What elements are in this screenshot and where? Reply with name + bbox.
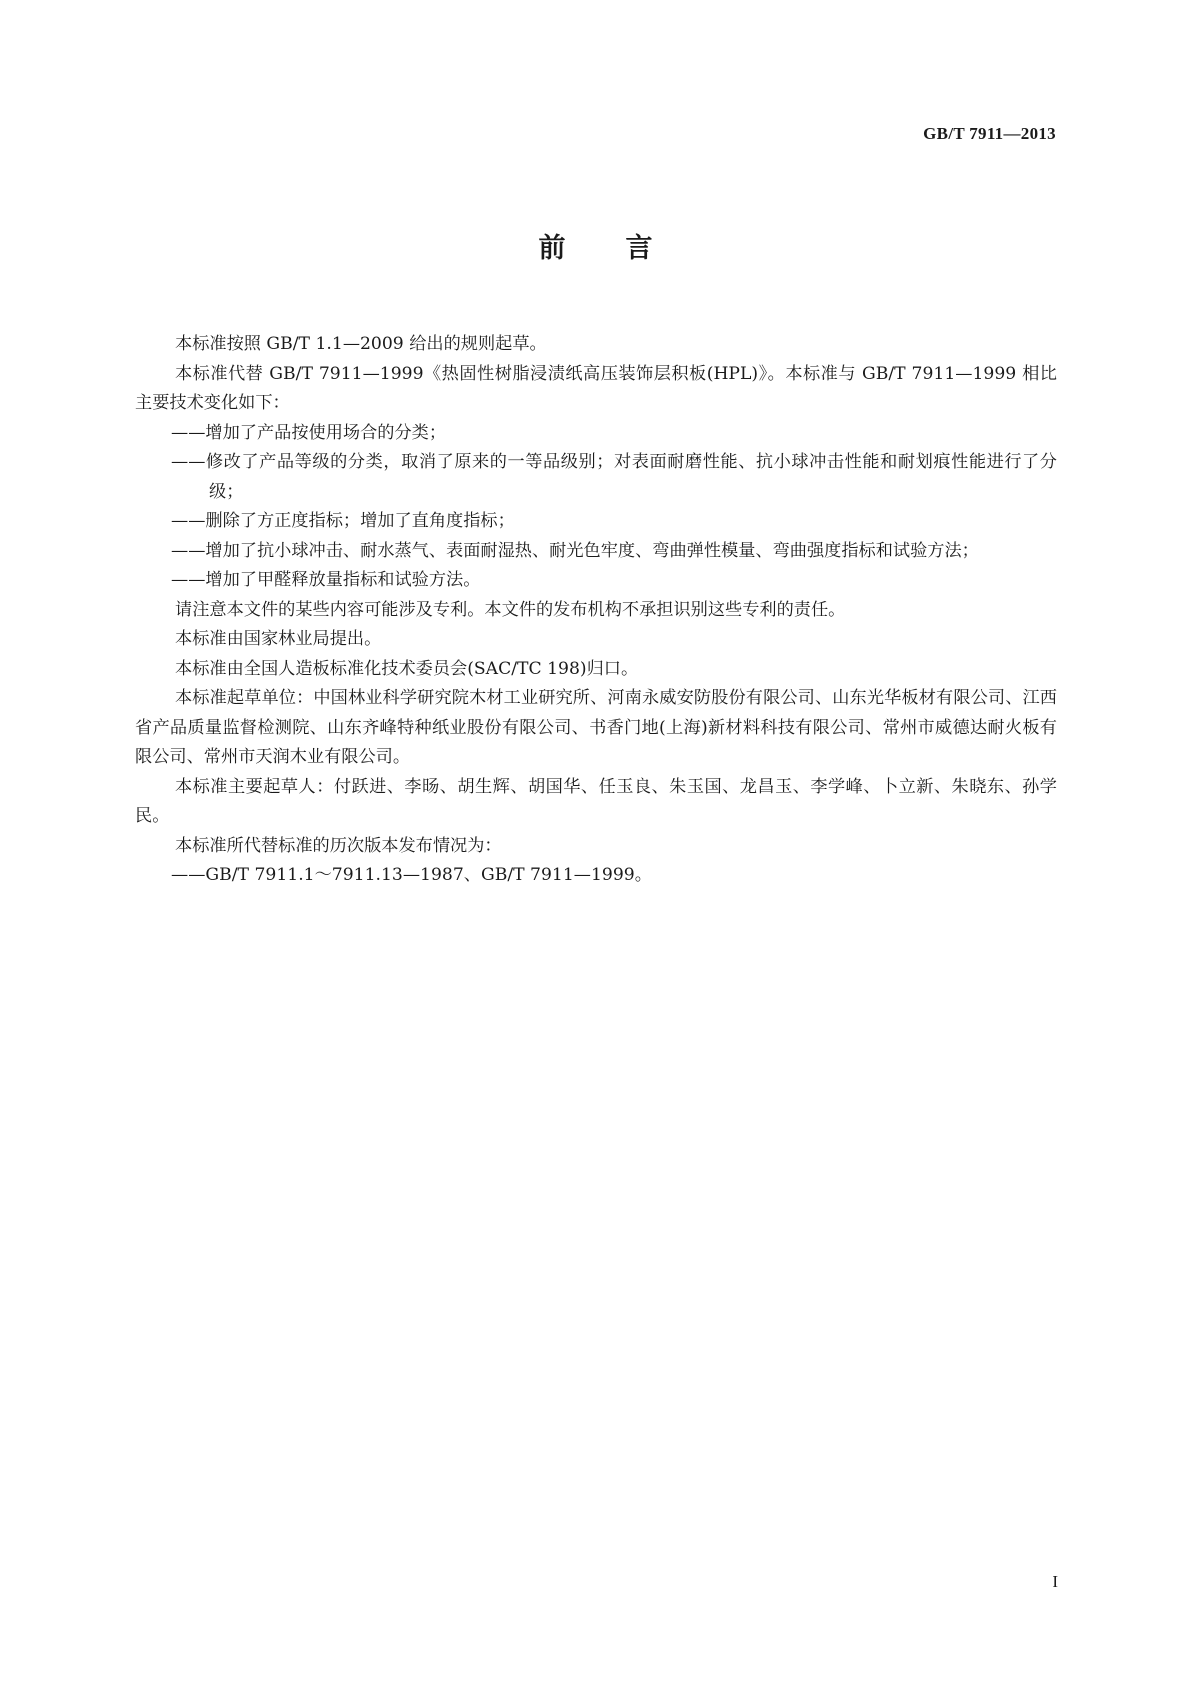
history-item: ——GB/T 7911.1～7911.13—1987、GB/T 7911—1999。 xyxy=(171,865,652,885)
paragraph-drafting-rules: 本标准按照 GB/T 1.1—2009 给出的规则起草。 xyxy=(175,334,547,354)
paragraph-replacement: 本标准代替 GB/T 7911—1999《热固性树脂浸渍纸高压装饰层积板(HPL)》。本标准与 GB/T 7911—1999 相比主要技术变化如下： xyxy=(135,363,1057,413)
change-item: ——增加了抗小球冲击、耐水蒸气、表面耐湿热、耐光色牢度、弯曲弹性模量、弯曲强度指标和试验方法； xyxy=(171,540,979,561)
change-item: ——增加了甲醛释放量指标和试验方法。 xyxy=(171,570,481,590)
change-item: ——删除了方正度指标；增加了直角度指标； xyxy=(171,511,515,531)
paragraph-drafting-units: 本标准起草单位：中国林业科学研究院木材工业研究所、河南永威安防股份有限公司、山东光华板材有限公司、江西省产品质量监督检测院、山东齐峰特种纸业股份有限公司、书香门地(上海)新材料科技有限公司、常州市威德达耐火板有限公司、常州市天润木业有限公司。 xyxy=(135,688,1057,767)
paragraph-patent-notice: 请注意本文件的某些内容可能涉及专利。本文件的发布机构不承担识别这些专利的责任。 xyxy=(175,599,846,620)
paragraph-committee: 本标准由全国人造板标准化技术委员会(SAC/TC 198)归口。 xyxy=(175,658,639,679)
paragraph-proposer: 本标准由国家林业局提出。 xyxy=(175,629,382,649)
page-title: 前言 xyxy=(538,233,713,264)
paragraph-history-intro: 本标准所代替标准的历次版本发布情况为： xyxy=(175,835,502,856)
change-item: ——修改了产品等级的分类，取消了原来的一等品级别；对表面耐磨性能、抗小球冲击性能和耐划痕性能进行了分级； xyxy=(171,452,1057,502)
change-item: ——增加了产品按使用场合的分类； xyxy=(171,422,447,443)
page-number: I xyxy=(1052,1572,1058,1591)
document-code: GB/T 7911—2013 xyxy=(923,124,1056,143)
foreword-body xyxy=(135,330,1057,891)
paragraph-drafters: 本标准主要起草人：付跃进、李旸、胡生辉、胡国华、任玉良、朱玉国、龙昌玉、李学峰、卜立新、朱晓东、孙学民。 xyxy=(135,776,1057,826)
